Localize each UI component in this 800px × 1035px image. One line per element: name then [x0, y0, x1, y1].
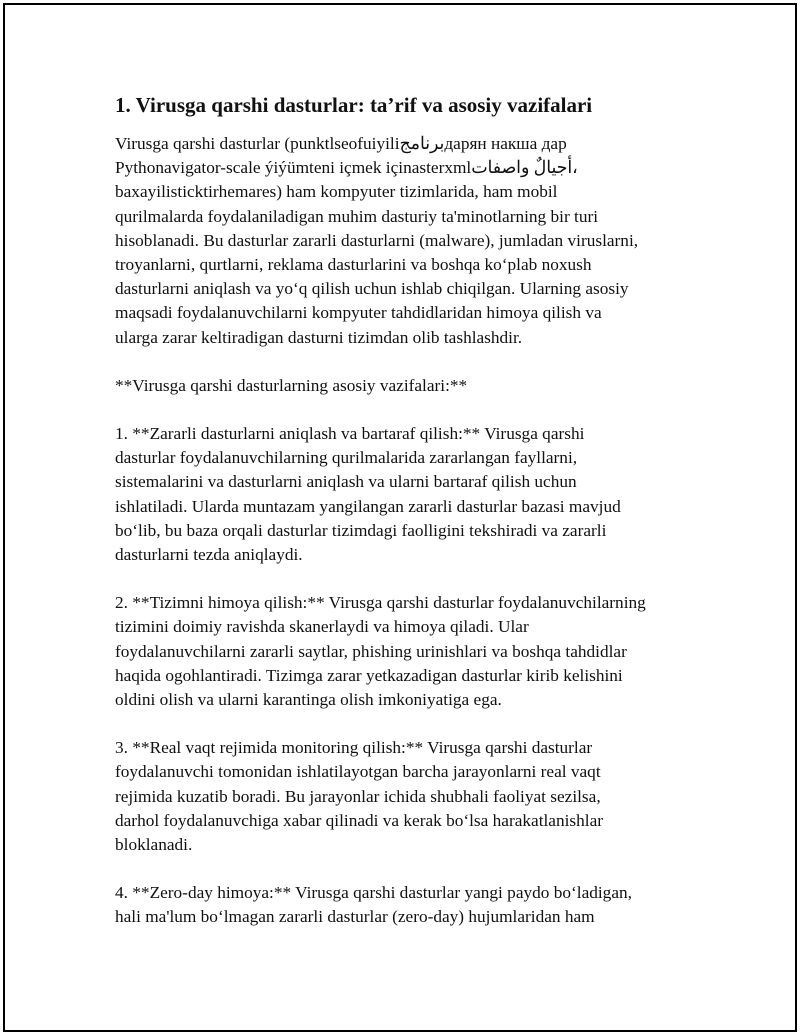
- text-line: Pythonavigator-scale ýiýümteni içmek içinasterxmlأجيالٌ واصفات،: [115, 158, 578, 178]
- document-body: [115, 91, 705, 954]
- text-line: dasturlarni aniqlash va yoʻq qilish uchun ishlab chiqilgan. Ularning asosiy: [115, 279, 629, 299]
- text-line: tizimini doimiy ravishda skanerlaydi va himoya qiladi. Ular: [115, 617, 529, 637]
- text-line: darhol foydalanuvchiga xabar qilinadi va kerak boʻlsa harakatlanishlar: [115, 810, 604, 830]
- text-line: hisoblanadi. Bu dasturlar zararli dasturlarni (malware), jumladan viruslarni,: [115, 230, 639, 250]
- text-line: ularga zarar keltiradigan dasturni tizimdan olib tashlashdir.: [115, 327, 523, 347]
- text-line: 3. **Real vaqt rejimida monitoring qilish:** Virusga qarshi dasturlar: [115, 738, 593, 758]
- paragraph-intro: [115, 132, 705, 350]
- text-line: **Virusga qarshi dasturlarning asosiy vazifalari:**: [115, 375, 468, 395]
- text-line: haqida ogohlantiradi. Tizimga zarar yetkazadigan dasturlar kirib kelishini: [115, 665, 623, 685]
- text-line: boʻlib, bu baza orqali dasturlar tizimdagi faolligini tekshiradi va zararli: [115, 520, 607, 540]
- text-line: Virusga qarshi dasturlar (punktlseofuiyiliبرنامجдарян накша дар: [115, 134, 567, 153]
- text-line: ishlatiladi. Ularda muntazam yangilangan zararli dasturlar bazasi mavjud: [115, 496, 621, 516]
- text-line: 1. **Zararli dasturlarni aniqlash va bartaraf qilish:** Virusga qarshi: [115, 424, 585, 444]
- text-line: 2. **Tizimni himoya qilish:** Virusga qarshi dasturlar foydalanuvchilarning: [115, 593, 646, 613]
- paragraph-subheading: [115, 374, 705, 398]
- paragraph-item-1: [115, 422, 705, 567]
- text-line: dasturlar foydalanuvchilarning qurilmalarida zararlangan fayllarni,: [115, 448, 578, 468]
- paragraph-item-3: [115, 736, 705, 857]
- text-line: foydalanuvchilarni zararli saytlar, phishing urinishlari va boshqa tahdidlar: [115, 641, 627, 661]
- text-line: baxayilisticktirhemares) ham kompyuter tizimlarida, ham mobil: [115, 182, 558, 202]
- text-line: 4. **Zero-day himoya:** Virusga qarshi dasturlar yangi paydo boʻladigan,: [115, 883, 632, 903]
- text-line: hali ma'lum boʻlmagan zararli dasturlar (zero-day) hujumlaridan ham: [115, 907, 595, 927]
- text-line: oldini olish va ularni karantinga olish imkoniyatiga ega.: [115, 690, 502, 710]
- text-line: foydalanuvchi tomonidan ishlatilayotgan barcha jarayonlarni real vaqt: [115, 762, 601, 782]
- text-line: rejimida kuzatib boradi. Bu jarayonlar ichida shubhali faoliyat sezilsa,: [115, 786, 601, 806]
- text-line: qurilmalarda foydalaniladigan muhim dasturiy ta'minotlarning bir turi: [115, 206, 599, 226]
- text-line: dasturlarni tezda aniqlaydi.: [115, 545, 303, 565]
- section-heading: 1. Virusga qarshi dasturlar: ta’rif va asosiy vazifalari: [115, 93, 593, 117]
- text-line: bloklanadi.: [115, 835, 193, 855]
- text-line: troyanlarni, qurtlarni, reklama dasturlarini va boshqa koʻplab noxush: [115, 255, 592, 275]
- text-line: maqsadi foydalanuvchilarni kompyuter tahdidlaridan himoya qilish va: [115, 303, 602, 323]
- paragraph-item-2: [115, 591, 705, 712]
- paragraph-item-4: [115, 881, 705, 929]
- text-line: sistemalarini va dasturlarni aniqlash va ularni bartaraf qilish uchun: [115, 472, 577, 492]
